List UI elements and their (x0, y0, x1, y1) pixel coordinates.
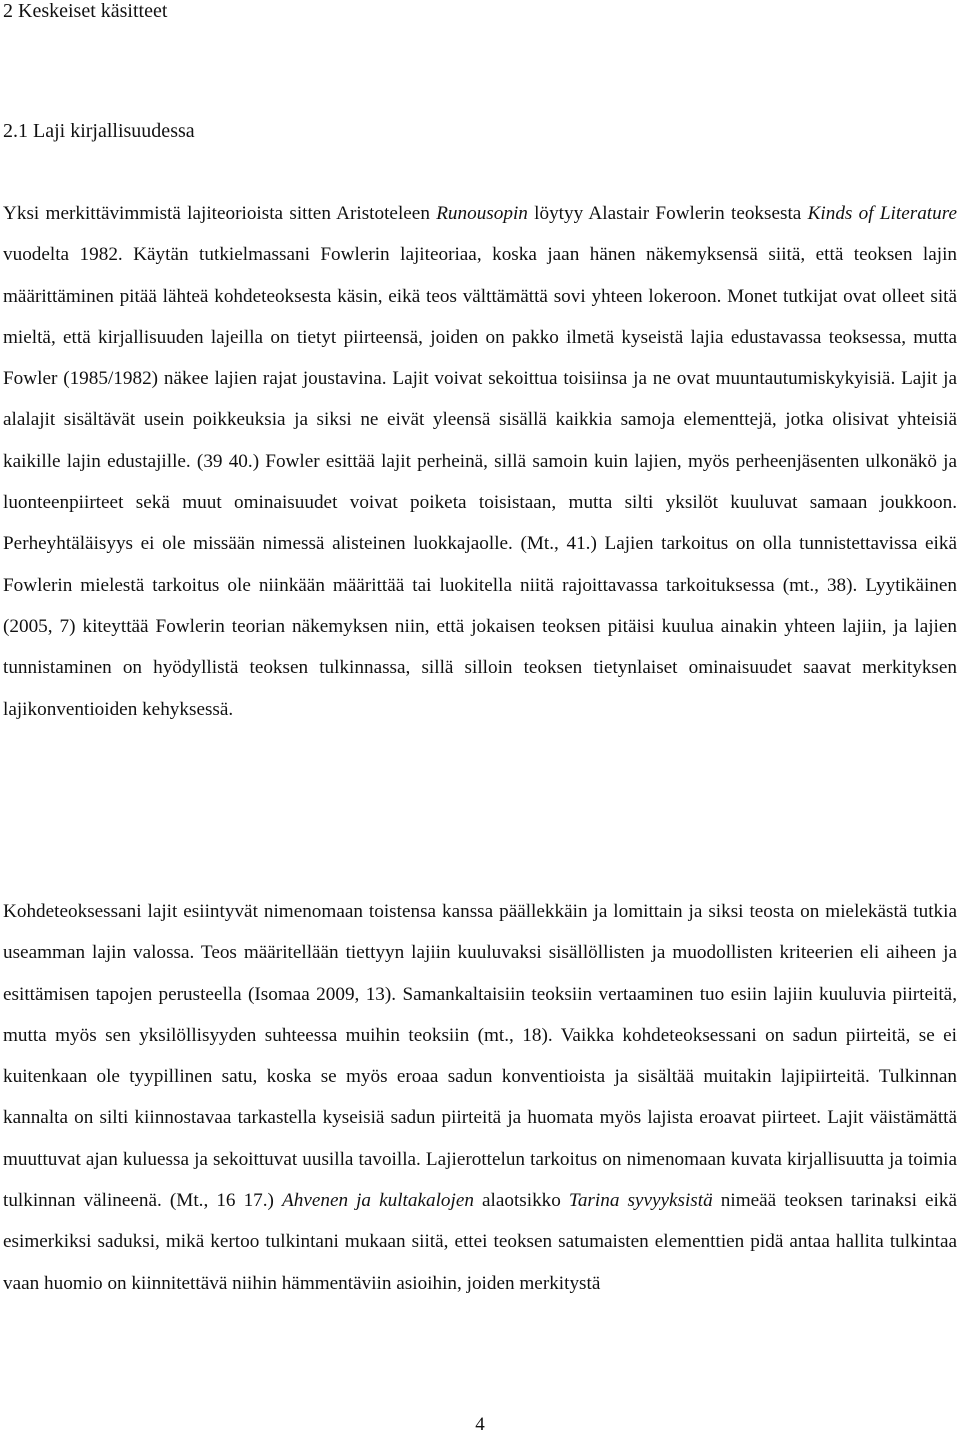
paragraph-2-italic-book-title: Ahvenen ja kultakalojen (282, 1190, 474, 1212)
section-heading: 2.1 Laji kirjallisuudessa (3, 120, 195, 142)
paragraph-1-italic-kinds-of-literature: Kinds of Literature (807, 203, 957, 224)
paragraph-1-text-a: Yksi merkittävimmistä lajiteorioista sitten Aristoteleen (3, 203, 437, 224)
paragraph-2-text-a: Kohdeteoksessani lajit esiintyvät nimenomaan toistensa kanssa päällekkäin ja lomittain ja siksi teosta on mielekästä tutkia useamman lajin valossa. Teos määritellään tiettyyn lajiin kuuluvaksi sisällöllisten ja muodollisten kriteerien eli aiheen ja esittämisen tapojen perusteella (Isomaa 2009, 13). Samankaltaisiin teoksiin vertaaminen tuo esiin lajiin kuuluvia piirteitä, mutta myös sen yksilöllisyyden suhteessa muihin teoksiin (mt., 18). Vaikka kohdeteoksessani on sadun piirteitä, se ei kuitenkaan ole tyypillinen satu, koska se myös eroaa sadun konventioista ja sisältää muitakin lajipiirteitä. Tulkinnan kannalta on silti kiinnostavaa tarkastella kyseisiä sadun piirteitä ja huomata myös lajista eroavat piirteet. Lajit väistämättä muuttuvat ajan kuluessa ja sekoittuvat uusilla tavoilla. Lajierottelun tarkoitus on nimenomaan kuvata kirjallisuutta ja toimia tulkinnan välineenä. (Mt., 16 17.) (3, 901, 957, 1212)
paragraph-1-text-b: löytyy Alastair Fowlerin teoksesta (527, 203, 808, 224)
paragraph-2-italic-subtitle: Tarina syvyyksistä (568, 1190, 713, 1212)
body-paragraph-2 (3, 891, 957, 1304)
paragraph-1-italic-runousopin: Runousopin (436, 203, 528, 224)
chapter-heading: 2 Keskeiset käsitteet (3, 0, 168, 22)
paragraph-2-text-c: nimeää teoksen tarinaksi eikä esimerkiksi saduksi, mikä kertoo tulkintani mukaan siitä, ettei teoksen satumaisten elementtien pidä antaa hallita tulkintaa vaan huomio on kiinnitettävä niihin hämmentäviin asioihin, joiden merkitystä (3, 1190, 957, 1294)
paragraph-1-text-c: vuodelta 1982. Käytän tutkielmassani Fowlerin lajiteoriaa, koska jaan hänen näkemyksensä siitä, että teoksen lajin määrittäminen pitää lähteä kohdeteoksesta käsin, eikä teos välttämättä sovi yhteen lokeroon. Monet tutkijat ovat olleet sitä mieltä, että kirjallisuuden lajeilla on tietyt piirteensä, joiden on pakko ilmetä kyseistä lajia edustavassa teoksessa, mutta Fowler (1985/1982) näkee lajien rajat joustavina. Lajit voivat sekoittua toisiinsa ja ne ovat muuntautumiskykyisiä. Lajit ja alalajit sisältävät usein poikkeuksia ja siksi ne eivät yleensä sisällä kaikkia samoja elementtejä, jotka olisivat yhteisiä kaikille lajin edustajille. (39 40.) Fowler esittää lajit perheinä, sillä samoin kuin lajien, myös perheenjäsenten ulkonäkö ja luonteenpiirteet sekä muut ominaisuudet voivat poiketa toisistaan, mutta silti yksilöt kuuluvat samaan joukkoon. Perheyhtäläisyys ei ole missään nimessä alisteinen luokkajaolle. (Mt., 41.) Lajien tarkoitus on olla tunnistettavissa eikä Fowlerin mielestä tarkoitus ole niinkään määrittää tai luokitella niitä rajoittavassa tarkoituksessa (mt., 38). Lyytikäinen (2005, 7) kiteyttää Fowlerin teorian näkemyksen niin, että jokaisen teoksen pitäisi kuulua ainakin yhteen lajiin, ja lajien tunnistaminen on hyödyllistä teoksen tulkinnassa, sillä silloin teoksen tietynlaiset ominaisuudet saavat merkityksen lajikonventioiden kehyksessä. (3, 244, 957, 720)
paragraph-2-text-b: alaotsikko (473, 1190, 569, 1212)
body-paragraph-1 (3, 193, 957, 730)
page-number: 4 (475, 1414, 485, 1435)
